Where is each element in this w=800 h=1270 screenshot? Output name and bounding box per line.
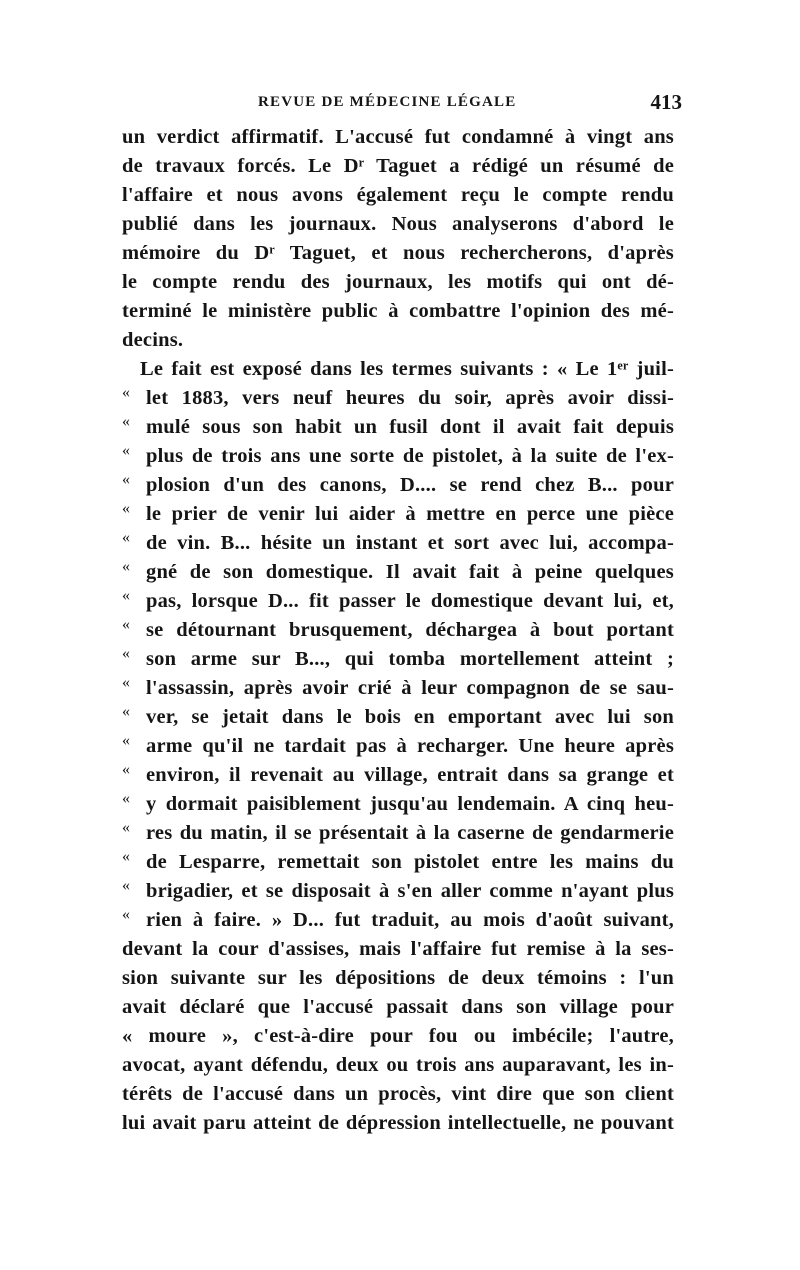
text-line [122, 848, 674, 877]
text-line [122, 964, 674, 993]
quote-mark: « [122, 529, 130, 546]
quote-mark: « [122, 790, 130, 807]
line-text: plosion d'un des canons, D.... se rend chez B... pour [146, 474, 674, 496]
line-text: ver, se jetait dans le bois en emportant avec lui son [146, 706, 674, 728]
line-text: environ, il revenait au village, entrait dans sa grange et [146, 764, 674, 786]
quote-mark: « [122, 732, 130, 749]
text-line [122, 210, 674, 239]
running-head [122, 90, 682, 120]
line-text: mémoire du Dʳ Taguet, et nous rechercherons, d'après [122, 242, 674, 264]
line-text: arme qu'il ne tardait pas à recharger. Une heure après [146, 735, 674, 757]
line-text: le compte rendu des journaux, les motifs qui ont dé- [122, 271, 674, 293]
running-title: REVUE DE MÉDECINE LÉGALE [258, 94, 517, 110]
line-text: de travaux forcés. Le Dʳ Taguet a rédigé un résumé de [122, 155, 674, 177]
text-line [122, 529, 674, 558]
text-line [122, 297, 674, 326]
page-number: 413 [650, 90, 682, 114]
quote-mark: « [122, 587, 130, 604]
line-text: decins. [122, 329, 184, 351]
quote-mark: « [122, 384, 130, 401]
text-line [122, 355, 674, 384]
text-line [122, 442, 674, 471]
line-text: un verdict affirmatif. L'accusé fut condamné à vingt ans [122, 126, 674, 148]
line-text: de vin. B... hésite un instant et sort avec lui, accompa- [146, 532, 674, 554]
text-line [122, 1109, 674, 1138]
text-line [122, 384, 674, 413]
line-text: brigadier, et se disposait à s'en aller comme n'ayant plus [146, 880, 674, 902]
text-line [122, 819, 674, 848]
quote-mark: « [122, 500, 130, 517]
quote-mark: « [122, 442, 130, 459]
quote-mark: « [122, 558, 130, 575]
text-line [122, 181, 674, 210]
line-text: pas, lorsque D... fit passer le domestique devant lui, et, [146, 590, 674, 612]
body-text [122, 123, 674, 1138]
line-text: l'affaire et nous avons également reçu le compte rendu [122, 184, 674, 206]
text-line [122, 993, 674, 1022]
quote-mark: « [122, 616, 130, 633]
text-line [122, 326, 674, 355]
quote-mark: « [122, 645, 130, 662]
text-line [122, 587, 674, 616]
text-line [122, 268, 674, 297]
text-line [122, 1051, 674, 1080]
line-text: se détournant brusquement, déchargea à bout portant [146, 619, 674, 641]
text-line [122, 935, 674, 964]
line-text: publié dans les journaux. Nous analyserons d'abord le [122, 213, 674, 235]
line-text: res du matin, il se présentait à la caserne de gendarmerie [146, 822, 674, 844]
line-text: « moure », c'est-à-dire pour fou ou imbécile; l'autre, [122, 1025, 674, 1047]
line-text: mulé sous son habit un fusil dont il avait fait depuis [146, 416, 674, 438]
text-line [122, 906, 674, 935]
quote-mark: « [122, 877, 130, 894]
line-text: lui avait paru atteint de dépression intellectuelle, ne pouvant [122, 1112, 674, 1134]
text-line [122, 1080, 674, 1109]
line-text: sion suivante sur les dépositions de deux témoins : l'un [122, 967, 674, 989]
quote-mark: « [122, 703, 130, 720]
text-line [122, 761, 674, 790]
line-text: rien à faire. » D... fut traduit, au mois d'août suivant, [146, 909, 674, 931]
line-text: let 1883, vers neuf heures du soir, après avoir dissi- [146, 387, 674, 409]
text-line [122, 877, 674, 906]
text-line [122, 703, 674, 732]
line-text: avait déclaré que l'accusé passait dans son village pour [122, 996, 674, 1018]
line-text: de Lesparre, remettait son pistolet entre les mains du [146, 851, 674, 873]
line-text: plus de trois ans une sorte de pistolet, à la suite de l'ex- [146, 445, 674, 467]
text-line [122, 732, 674, 761]
line-text: Le fait est exposé dans les termes suivants : « Le 1ᵉʳ juil- [140, 358, 674, 380]
text-line [122, 645, 674, 674]
quote-mark: « [122, 848, 130, 865]
text-line [122, 1022, 674, 1051]
line-text: avocat, ayant défendu, deux ou trois ans auparavant, les in- [122, 1054, 674, 1076]
quote-mark: « [122, 761, 130, 778]
text-line [122, 674, 674, 703]
text-line [122, 239, 674, 268]
line-text: l'assassin, après avoir crié à leur compagnon de se sau- [146, 677, 674, 699]
line-text: terminé le ministère public à combattre l'opinion des mé- [122, 300, 674, 322]
quote-mark: « [122, 471, 130, 488]
text-line [122, 413, 674, 442]
quote-mark: « [122, 906, 130, 923]
quote-mark: « [122, 819, 130, 836]
text-line [122, 790, 674, 819]
text-line [122, 558, 674, 587]
text-line [122, 616, 674, 645]
line-text: y dormait paisiblement jusqu'au lendemain. A cinq heu- [146, 793, 674, 815]
line-text: gné de son domestique. Il avait fait à peine quelques [146, 561, 674, 583]
line-text: le prier de venir lui aider à mettre en perce une pièce [146, 503, 674, 525]
quote-mark: « [122, 413, 130, 430]
line-text: son arme sur B..., qui tomba mortellement atteint ; [146, 648, 674, 670]
text-line [122, 123, 674, 152]
line-text: devant la cour d'assises, mais l'affaire fut remise à la ses- [122, 938, 674, 960]
text-line [122, 152, 674, 181]
text-line [122, 471, 674, 500]
text-line [122, 500, 674, 529]
line-text: térêts de l'accusé dans un procès, vint dire que son client [122, 1083, 674, 1105]
quote-mark: « [122, 674, 130, 691]
